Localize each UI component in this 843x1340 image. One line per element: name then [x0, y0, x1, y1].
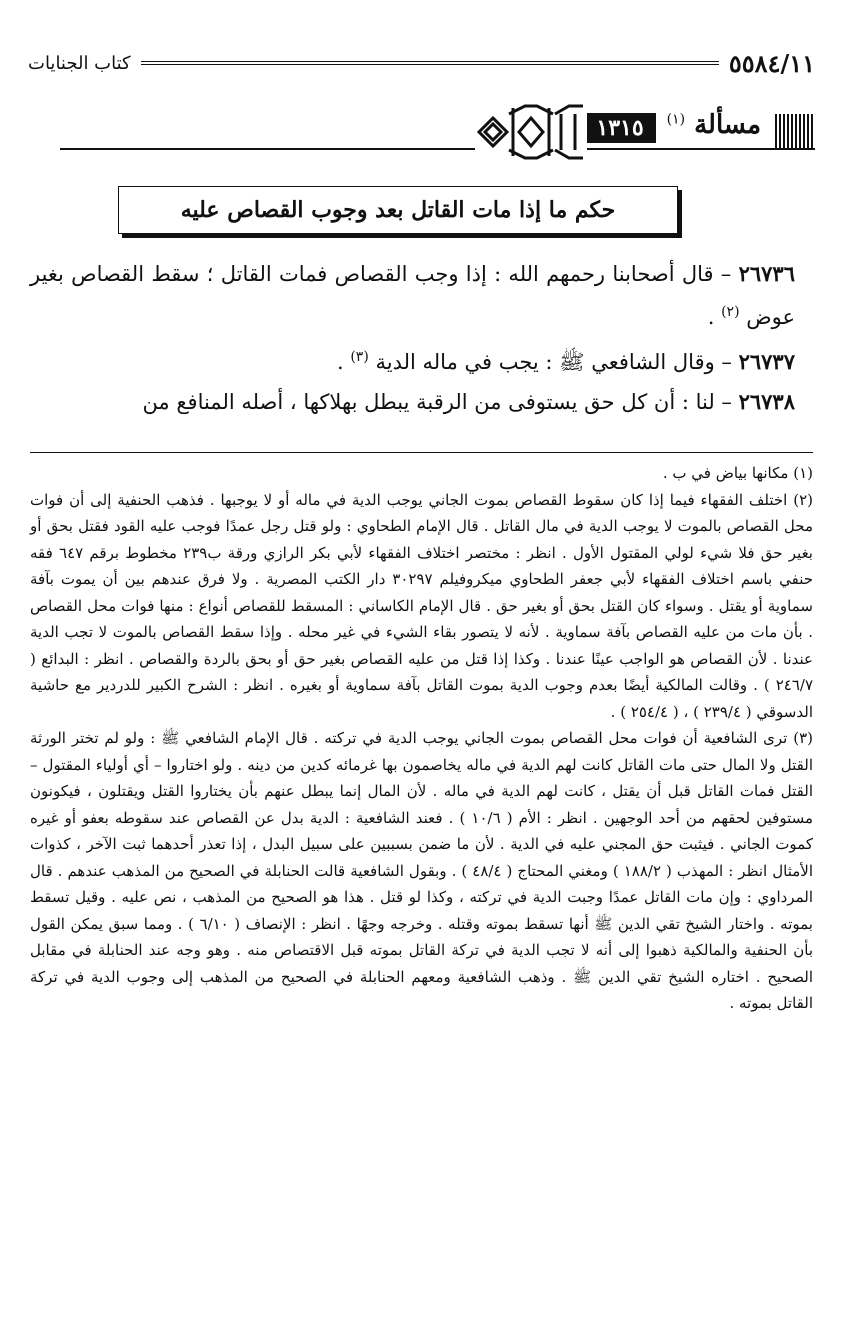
paragraph-number: ٢٦٧٣٦ [738, 261, 795, 286]
footnotes [30, 460, 813, 1017]
masala-number: ١٣١٥ [584, 113, 656, 143]
running-header [28, 48, 815, 78]
paragraph-text: – وقال الشافعي ﷺ : يجب في ماله الدية [368, 350, 739, 374]
masala-banner [0, 100, 843, 164]
masala-word: مسألة [694, 110, 761, 140]
paragraph [30, 255, 795, 336]
paragraph-text: – قال أصحابنا رحمهم الله : إذا وجب القصاص فمات القاتل ؛ سقط القصاص بغير عوض [30, 262, 795, 329]
main-text [30, 255, 795, 423]
banner-rule [60, 148, 815, 150]
footnote: (١) مكانها بياض في ب . [662, 464, 813, 482]
book-title: كتاب الجنايات [28, 52, 131, 74]
footnote-ref: (٢) [721, 304, 740, 320]
knot-ornament-icon [475, 100, 587, 164]
paragraph-text: – لنا : أن كل حق يستوفى من الرقبة يبطل بهلاكها ، أصله المنافع من [142, 390, 739, 414]
paragraph [30, 383, 795, 421]
footnote-separator [30, 452, 813, 453]
header-rule [141, 61, 719, 65]
footnote: (٣) ترى الشافعية أن فوات محل القصاص بموت الجاني يوجب الدية في تركته . قال الإمام الشافعي ﷺ : ولو لم تختر الورثة القتل ولا المال حتى مات القاتل كانت لهم الدية في ماله يخاصمون بها غرمائه كدين من دينه . ولو اختاروا – أي أولياء المقتول – القتل فمات القاتل قبل أن يقتل ، كانت لهم الدية في ماله . لأن المال إنما يبطل عنهم بأن يختاروا القتل ويقتلون ، فيكونون مستوفين لحقهم من أحد الوجهين . انظر : الأم ( ١٠/٦ ) . فعند الشافعية : الدية بدل عن القصاص عند سقوطه بعفو أو غيره كموت الجاني . فيثبت حق المجني عليه في الدية . لأن ما ضمن بسببين على سبيل البدل ، إذا تعذر أحدهما ثبت الآخر ، كذوات الأمثال انظر : المهذب ( ١٨٨/٢ ) ومغني المحتاج ( ٤٨/٤ ) . وبقول الشافعية قالت الحنابلة في الصحيح من المذهب عندهم . قال المرداوي : وإن مات القاتل عمدًا وجبت الدية في تركته ، وكذا لو قتل . هذا هو الصحيح من المذهب ، نص عليه . وقيل تسقط بموته . واختار الشيخ تقي الدين ﷺ أنها تسقط بموته وقتله . وخرجه وجهًا . انظر : الإنصاف ( ٦/١٠ ) . ومما سبق يمكن القول بأن الحنفية والمالكية ذهبوا إلى أنه لا تجب الدية في تركة القاتل بموته قبل الاقتصاص منه . وهو وجه عند الحنابلة في مقابل الصحيح . اختاره الشيخ تقي الدين ﷺ . وذهب الشافعية ومعهم الحنابلة في الصحيح من المذهب إلى وجوب الدية في تركة القاتل بموته . [30, 729, 814, 1012]
masala-footnote-ref: (١) [666, 111, 686, 128]
paragraph-number: ٢٦٧٣٧ [738, 349, 795, 374]
paragraph-number: ٢٦٧٣٨ [738, 389, 795, 414]
masala-label [667, 110, 761, 140]
paragraph [30, 338, 795, 381]
chapter-title: حكم ما إذا مات القاتل بعد وجوب القصاص عليه [118, 186, 678, 234]
barcode-ornament-icon [775, 114, 815, 148]
paragraph-tail: . [336, 350, 351, 374]
page-number: ٥٥٨٤/١١ [728, 48, 815, 78]
footnote-ref: (٣) [350, 349, 369, 365]
paragraph-tail: . [707, 305, 722, 329]
footnote: (٢) اختلف الفقهاء فيما إذا كان سقوط القصاص بموت الجاني يوجب الدية في ماله أو لا يوجبها . فذهب الحنفية إلى أن فوات محل القصاص بالموت لا يوجب الدية في مال القاتل . قال الإمام الطحاوي : ولو قتل رجل عمدًا فوجب عليه القود فقتل بحق أو بغير حق فلا شيء لولي المقتول الأول . انظر : مختصر اختلاف الفقهاء لأبي بكر الرازي ورقة ب٢٣٩ مخطوط برقم ٦٤٧ فقه حنفي باسم اختلاف الفقهاء لأبي جعفر الطحاوي ميكروفيلم ٣٠٢٩٧ دار الكتب المصرية . ولا فرق عندهم بين أن يموت بآفة سماوية أو يقتل . وسواء كان القتل بحق أو بغير حق . قال الإمام الكاساني : المسقط للقصاص أنواع : منها فوات محل القصاص . بأن مات من عليه القصاص بآفة سماوية . لأنه لا يتصور بقاء الشيء في غير محله . وإذا سقط القصاص بالموت لا تجب الدية عندنا . لأن القصاص هو الواجب عينًا عندنا . وكذا إذا قتل من عليه القصاص بغير حق أو بحق بالردة والقصاص . انظر : البدائع ( ٢٤٦/٧ ) . وقالت المالكية أيضًا بعدم وجوب الدية بموت القاتل بآفة سماوية أو بغيره . انظر : الشرح الكبير للدردير مع حاشية الدسوقي ( ٢٣٩/٤ ) ، ( ٢٥٤/٤ ) . [30, 490, 813, 721]
